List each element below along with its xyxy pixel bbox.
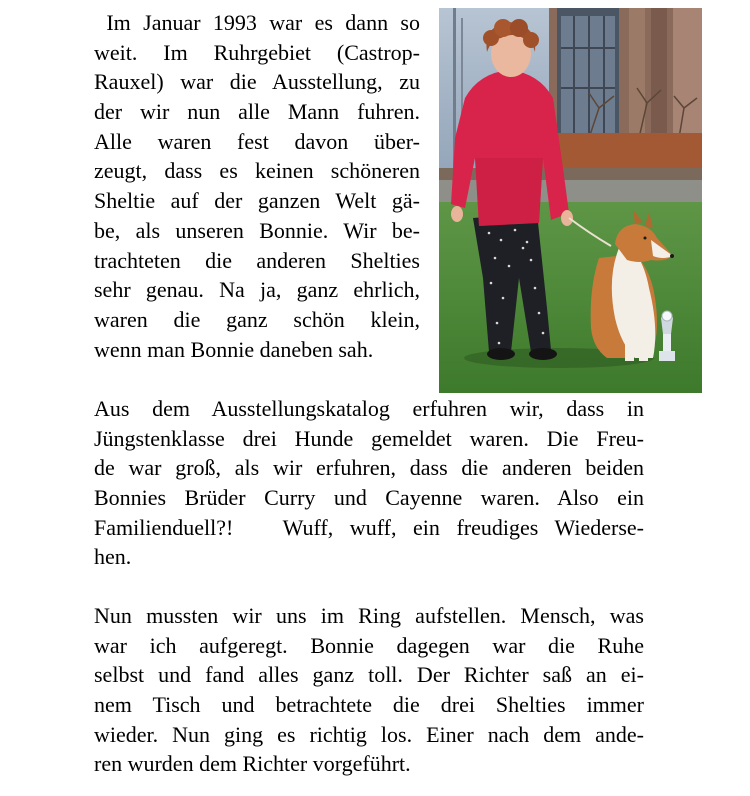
paragraph-2-line: Jüngstenklasse drei Hunde gemeldet waren. Die Freu-	[94, 425, 644, 451]
paragraph-1-line: Im Januar 1993 war es dann so	[94, 10, 420, 35]
paragraph-3-line: wieder. Nun ging es richtig los. Einer nach dem ande-	[94, 721, 644, 747]
paragraph-2-line: Familienduell?! Wuff, wuff, ein freudiges Wiederse-	[94, 514, 644, 540]
paragraph-1-line: sehr genau. Na ja, ganz ehrlich,	[94, 277, 420, 303]
paragraph-1	[94, 8, 420, 364]
paragraph-1-line: Rauxel) war die Ausstellung, zu	[94, 69, 420, 95]
paragraph-2-line: de war groß, als wir erfuhren, dass die anderen beiden	[94, 455, 644, 481]
dog-show-photo	[439, 8, 702, 393]
paragraph-2-line: Aus dem Ausstellungskatalog erfuhren wir, dass in	[94, 396, 644, 421]
paragraph-3-line: ren wurden dem Richter vorgeführt.	[94, 751, 411, 777]
paragraph-2-line: hen.	[94, 544, 132, 570]
paragraph-2-line: Bonnies Brüder Curry und Cayenne waren. Also ein	[94, 485, 644, 511]
paragraph-3-line: Nun mussten wir uns im Ring aufstellen. Mensch, was	[94, 603, 644, 628]
paragraph-1-line: weit. Im Ruhrgebiet (Castrop-	[94, 39, 420, 65]
paragraph-1-line: Sheltie auf der ganzen Welt gä-	[94, 188, 420, 214]
paragraph-3-line: war ich aufgeregt. Bonnie dagegen war die Ruhe	[94, 632, 644, 658]
paragraph-1-line: waren die ganz schön klein,	[94, 306, 420, 332]
paragraph-1-line: be, als unseren Bonnie. Wir be-	[94, 217, 420, 243]
paragraph-3	[94, 601, 644, 779]
paragraph-1-line: trachteten die anderen Shelties	[94, 247, 420, 273]
paragraph-1-line: zeugt, dass es keinen schöneren	[94, 158, 420, 184]
paragraph-1-line: wenn man Bonnie daneben sah.	[94, 336, 374, 362]
paragraph-1-line: Alle waren fest davon über-	[94, 128, 420, 154]
paragraph-1-line: der wir nun alle Mann fuhren.	[94, 99, 420, 125]
paragraph-3-line: selbst und fand alles ganz toll. Der Richter saß an ei-	[94, 662, 644, 688]
paragraph-2	[94, 394, 644, 572]
paragraph-3-line: nem Tisch und betrachtete die drei Shelties immer	[94, 692, 644, 718]
